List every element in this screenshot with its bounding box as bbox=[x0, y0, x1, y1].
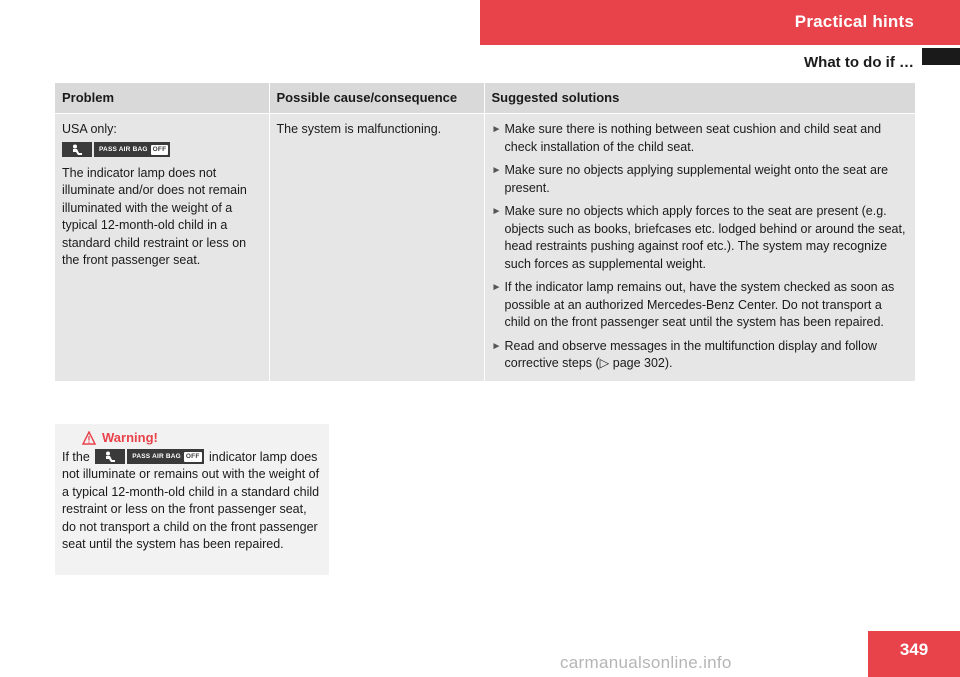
solution-item bbox=[492, 162, 910, 197]
pass-air-bag-label: PASS AIR BAG bbox=[132, 452, 181, 460]
problem-prefix: USA only: bbox=[62, 122, 117, 136]
table-row bbox=[55, 114, 915, 381]
off-label: OFF bbox=[185, 452, 200, 460]
pass-air-bag-label: PASS AIR BAG bbox=[99, 145, 148, 153]
header-cause: Possible cause/consequence bbox=[269, 83, 484, 114]
arrow-bullet-icon: ► bbox=[491, 165, 502, 176]
table-header-row bbox=[55, 83, 915, 114]
page-subtitle: What to do if … bbox=[804, 54, 914, 71]
child-seat-icon bbox=[95, 449, 125, 464]
chapter-edge-tab bbox=[922, 48, 960, 65]
child-seat-icon bbox=[62, 142, 92, 157]
page-number: 349 bbox=[868, 631, 960, 677]
indicator-icons bbox=[62, 142, 263, 158]
solutions-cell bbox=[484, 114, 915, 381]
arrow-bullet-icon: ► bbox=[491, 124, 502, 135]
warning-heading bbox=[82, 429, 322, 447]
header-problem: Problem bbox=[55, 83, 269, 114]
solution-text: If the indicator lamp remains out, have the system checked as soon as possible at an authorized Mercedes-Benz Center. Do not transport a child on the front passenger seat until the system has been repaired. bbox=[504, 280, 895, 329]
warning-text-after: indicator lamp does not illuminate or remains out with the weight of a typical 12-month-old child in a standard child restraint or less on the front passenger seat, do not transport a child on the front passenger seat until the system has been repaired. bbox=[62, 449, 320, 551]
solution-text: Make sure no objects which apply forces to the seat are present (e.g. objects such as books, briefcases etc. lodged behind or around the seat, head restraints pushing against roof etc.). The system may recognize such forces as supplemental weight. bbox=[504, 204, 906, 271]
off-label: OFF bbox=[152, 145, 167, 153]
solution-text: Make sure there is nothing between seat cushion and child seat and check installation of the child seat. bbox=[504, 122, 882, 154]
warning-triangle-icon bbox=[82, 431, 96, 445]
section-header-bar bbox=[480, 0, 960, 45]
solution-text: Make sure no objects applying supplemental weight onto the seat are present. bbox=[504, 163, 889, 195]
solution-text: Read and observe messages in the multifunction display and follow corrective steps (▷ page 302). bbox=[504, 338, 877, 370]
warning-box bbox=[55, 424, 329, 575]
header-solutions: Suggested solutions bbox=[484, 83, 915, 114]
cause-cell: The system is malfunctioning. bbox=[269, 114, 484, 381]
problem-cell bbox=[55, 114, 269, 381]
arrow-bullet-icon: ► bbox=[491, 282, 502, 293]
arrow-bullet-icon: ► bbox=[491, 206, 502, 217]
warning-indicator-icons bbox=[95, 449, 203, 464]
section-title: Practical hints bbox=[794, 12, 914, 31]
solution-item bbox=[492, 279, 910, 332]
pass-air-bag-off-icon bbox=[127, 449, 203, 464]
troubleshooting-table bbox=[55, 83, 915, 381]
warning-text bbox=[62, 449, 322, 554]
arrow-bullet-icon: ► bbox=[491, 340, 502, 352]
watermark: carmanualsonline.info bbox=[560, 653, 732, 672]
pass-air-bag-off-icon bbox=[94, 142, 170, 157]
warning-title: Warning! bbox=[102, 430, 158, 445]
solution-item bbox=[492, 121, 910, 156]
solution-item bbox=[492, 203, 910, 273]
warning-text-before: If the bbox=[62, 449, 90, 464]
solution-item bbox=[492, 338, 910, 373]
problem-text: The indicator lamp does not illuminate and/or does not remain illuminated with the weight of a typical 12-month-old child in a standard child restraint or less on the front passenger seat. bbox=[62, 165, 247, 267]
